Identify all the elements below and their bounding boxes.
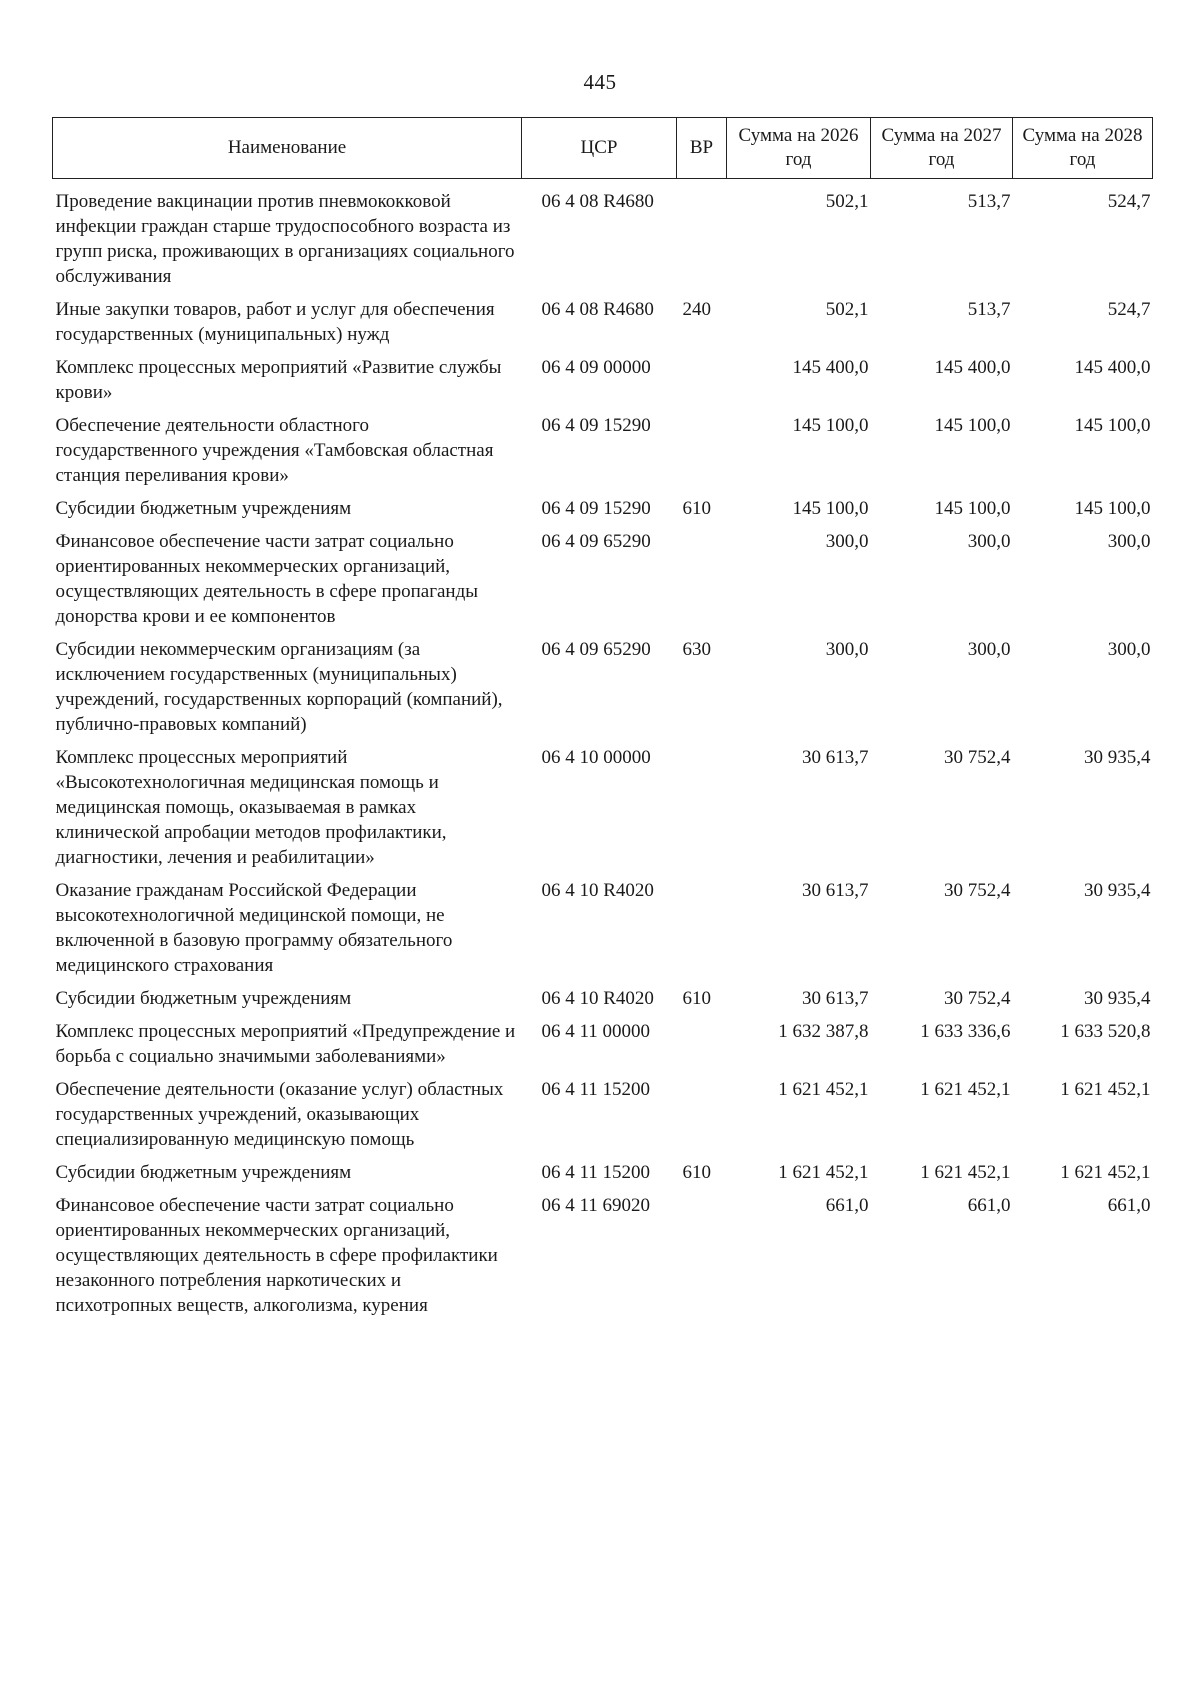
row-sum-2026: 145 400,0 [792,357,869,378]
row-csr: 06 4 11 15200 [541,1162,651,1183]
row-sum-2028: 300,0 [1107,639,1151,660]
row-sum-2028: 300,0 [1107,531,1151,552]
row-csr: 06 4 10 00000 [541,747,651,768]
row-sum-2028: 145 100,0 [1074,415,1151,436]
row-name: Проведение вакцинации против пневмококковой инфекции граждан старше трудоспособного возраста из групп риска, проживающих в организациях социального обслуживания [55,191,515,287]
table-row [53,1193,1153,1326]
row-name: Обеспечение деятельности областного государственного учреждения «Тамбовская областная станция переливания крови» [55,415,494,486]
row-sum-2027: 1 633 336,6 [920,1021,1011,1042]
table-row [53,878,1153,986]
row-sum-2026: 300,0 [825,531,869,552]
table-row [53,529,1153,637]
header-csr: ЦСР [522,118,677,179]
row-sum-2028: 661,0 [1107,1195,1151,1216]
table-header [53,118,1153,179]
row-sum-2027: 661,0 [967,1195,1011,1216]
row-name: Субсидии бюджетным учреждениям [55,1162,352,1183]
row-vr [677,413,727,496]
row-csr: 06 4 09 65290 [541,639,651,660]
page-number: 445 [583,70,617,94]
row-vr [677,745,727,878]
row-vr: 610 [682,988,711,1009]
row-vr: 630 [682,639,711,660]
row-sum-2026: 1 621 452,1 [778,1079,869,1100]
row-sum-2027: 145 100,0 [934,415,1011,436]
row-sum-2027: 1 621 452,1 [920,1079,1011,1100]
table-row [53,496,1153,529]
row-csr: 06 4 10 R4020 [541,988,654,1009]
row-sum-2028: 145 100,0 [1074,498,1151,519]
row-name: Субсидии бюджетным учреждениям [55,988,352,1009]
row-sum-2027: 300,0 [967,531,1011,552]
row-vr [677,1193,727,1326]
row-name: Обеспечение деятельности (оказание услуг) областных государственных учреждений, оказывающих специализированную медицинскую помощь [55,1079,504,1150]
row-csr: 06 4 09 15290 [541,415,651,436]
row-csr: 06 4 09 15290 [541,498,651,519]
row-sum-2026: 30 613,7 [802,747,869,768]
table-row [53,986,1153,1019]
row-sum-2026: 300,0 [825,639,869,660]
row-sum-2027: 30 752,4 [944,747,1011,768]
row-sum-2027: 1 621 452,1 [920,1162,1011,1183]
row-sum-2027: 30 752,4 [944,880,1011,901]
row-sum-2026: 30 613,7 [802,880,869,901]
row-vr [677,1077,727,1160]
table-row [53,413,1153,496]
row-csr: 06 4 10 R4020 [541,880,654,901]
row-csr: 06 4 08 R4680 [541,299,654,320]
row-name: Финансовое обеспечение части затрат социально ориентированных некоммерческих организаций, осуществляющих деятельность в сфере профилактики незаконного потребления наркотических и психотропных веществ, алкоголизма, курения [55,1195,498,1316]
row-sum-2028: 145 400,0 [1074,357,1151,378]
row-csr: 06 4 09 65290 [541,531,651,552]
row-sum-2026: 1 621 452,1 [778,1162,869,1183]
row-vr [677,529,727,637]
row-sum-2028: 1 621 452,1 [1060,1079,1151,1100]
row-name: Комплекс процессных мероприятий «Предупреждение и борьба с социально значимыми заболеваниями» [55,1021,516,1067]
row-csr: 06 4 09 00000 [541,357,651,378]
row-sum-2026: 1 632 387,8 [778,1021,869,1042]
row-name: Оказание гражданам Российской Федерации высокотехнологичной медицинской помощи, не включенной в базовую программу обязательного медицинского страхования [55,880,453,976]
row-vr [677,1019,727,1077]
row-csr: 06 4 11 15200 [541,1079,651,1100]
row-vr [677,179,727,298]
row-sum-2026: 145 100,0 [792,415,869,436]
row-sum-2026: 502,1 [825,299,869,320]
header-name: Наименование [53,118,522,179]
row-sum-2027: 30 752,4 [944,988,1011,1009]
row-name: Комплекс процессных мероприятий «Высокотехнологичная медицинская помощь и медицинская помощь, оказываемая в рамках клинической апробации методов профилактики, диагностики, лечения и реабилитации» [55,747,447,868]
table-row [53,297,1153,355]
row-sum-2026: 502,1 [825,191,869,212]
row-vr: 610 [682,498,711,519]
row-sum-2028: 1 621 452,1 [1060,1162,1151,1183]
table-row [53,637,1153,745]
row-csr: 06 4 11 00000 [541,1021,651,1042]
header-vr: ВР [677,118,727,179]
table-row [53,179,1153,298]
row-name: Комплекс процессных мероприятий «Развитие службы крови» [55,357,502,403]
row-sum-2026: 661,0 [825,1195,869,1216]
row-sum-2028: 1 633 520,8 [1060,1021,1151,1042]
row-vr [677,878,727,986]
table-row [53,1160,1153,1193]
row-sum-2027: 145 400,0 [934,357,1011,378]
header-sum-2026: Сумма на 2026 год [727,118,871,179]
header-row [53,118,1153,179]
header-sum-2028: Сумма на 2028 год [1013,118,1153,179]
row-name: Финансовое обеспечение части затрат социально ориентированных некоммерческих организаций, осуществляющих деятельность в сфере пропаганды донорства крови и ее компонентов [55,531,479,627]
row-sum-2026: 145 100,0 [792,498,869,519]
row-sum-2026: 30 613,7 [802,988,869,1009]
row-sum-2027: 513,7 [967,191,1011,212]
header-sum-2027: Сумма на 2027 год [871,118,1013,179]
row-sum-2028: 524,7 [1107,191,1151,212]
row-name: Субсидии бюджетным учреждениям [55,498,352,519]
table-row [53,1077,1153,1160]
row-sum-2027: 145 100,0 [934,498,1011,519]
row-csr: 06 4 11 69020 [541,1195,651,1216]
row-sum-2027: 300,0 [967,639,1011,660]
table-body [53,179,1153,1327]
row-name: Иные закупки товаров, работ и услуг для обеспечения государственных (муниципальных) нужд [55,299,495,345]
row-vr: 610 [682,1162,711,1183]
budget-table [52,117,1153,1326]
row-vr: 240 [682,299,711,320]
row-csr: 06 4 08 R4680 [541,191,654,212]
row-sum-2028: 30 935,4 [1084,880,1151,901]
row-sum-2028: 30 935,4 [1084,988,1151,1009]
table-row [53,1019,1153,1077]
row-sum-2027: 513,7 [967,299,1011,320]
row-sum-2028: 524,7 [1107,299,1151,320]
row-name: Субсидии некоммерческим организациям (за исключением государственных (муниципальных) учреждений, государственных корпораций (компаний), публично-правовых компаний) [55,639,503,735]
table-row [53,355,1153,413]
row-vr [677,355,727,413]
row-sum-2028: 30 935,4 [1084,747,1151,768]
table-row [53,745,1153,878]
